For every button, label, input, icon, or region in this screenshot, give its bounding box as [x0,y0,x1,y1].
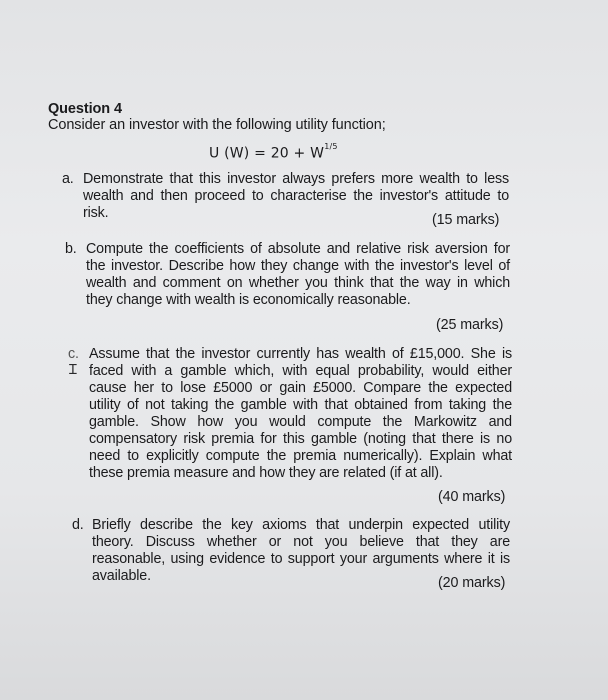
part-c-marks: (40 marks) [438,489,506,505]
part-a-letter: a. [62,171,74,187]
part-c-text: Assume that the investor currently has wealth of £15,000. She is faced with a gamble which, with equal probability, would either cause her to lose £5000 or gain £5000. Compare the expected utility of not taking the gamble with that obtained from taking the gamble. Show how you would compute the Markowitz and compensatory risk premia for this gamble (noting that there is no need to explicitly compute the premia numerically). Explain what these premia measure and how they are related (if at all). [89,346,512,481]
part-d-letter: d. [72,517,84,533]
handwritten-cursor-icon: Ɪ [69,361,77,377]
utility-equation [209,142,338,162]
part-b-text: Compute the coefficients of absolute and relative risk aversion for the investor. Describe how they change with the investor's level of wealth and comment on whether you think that the way in which they change with wealth is economically reasonable. [86,241,510,308]
part-b-marks: (25 marks) [436,317,504,333]
part-d-text: Briefly describe the key axioms that underpin expected utility theory. Discuss whether or not you believe that they are reasonable, using evidence to support your arguments where it is available. [92,517,510,584]
part-c-letter: c. [68,346,79,362]
question-title: Question 4 [48,101,122,117]
part-a-text: Demonstrate that this investor always prefers more wealth to less wealth and then proceed to characterise the investor's attitude to risk. [83,171,509,221]
part-d-marks: (20 marks) [438,575,506,591]
part-b-letter: b. [65,241,77,257]
part-a-marks: (15 marks) [432,212,500,228]
equation-exponent: 1/5 [324,142,338,151]
equation-lhs: U (W) = 20 + W [209,145,325,162]
question-intro: Consider an investor with the following utility function; [48,117,386,133]
